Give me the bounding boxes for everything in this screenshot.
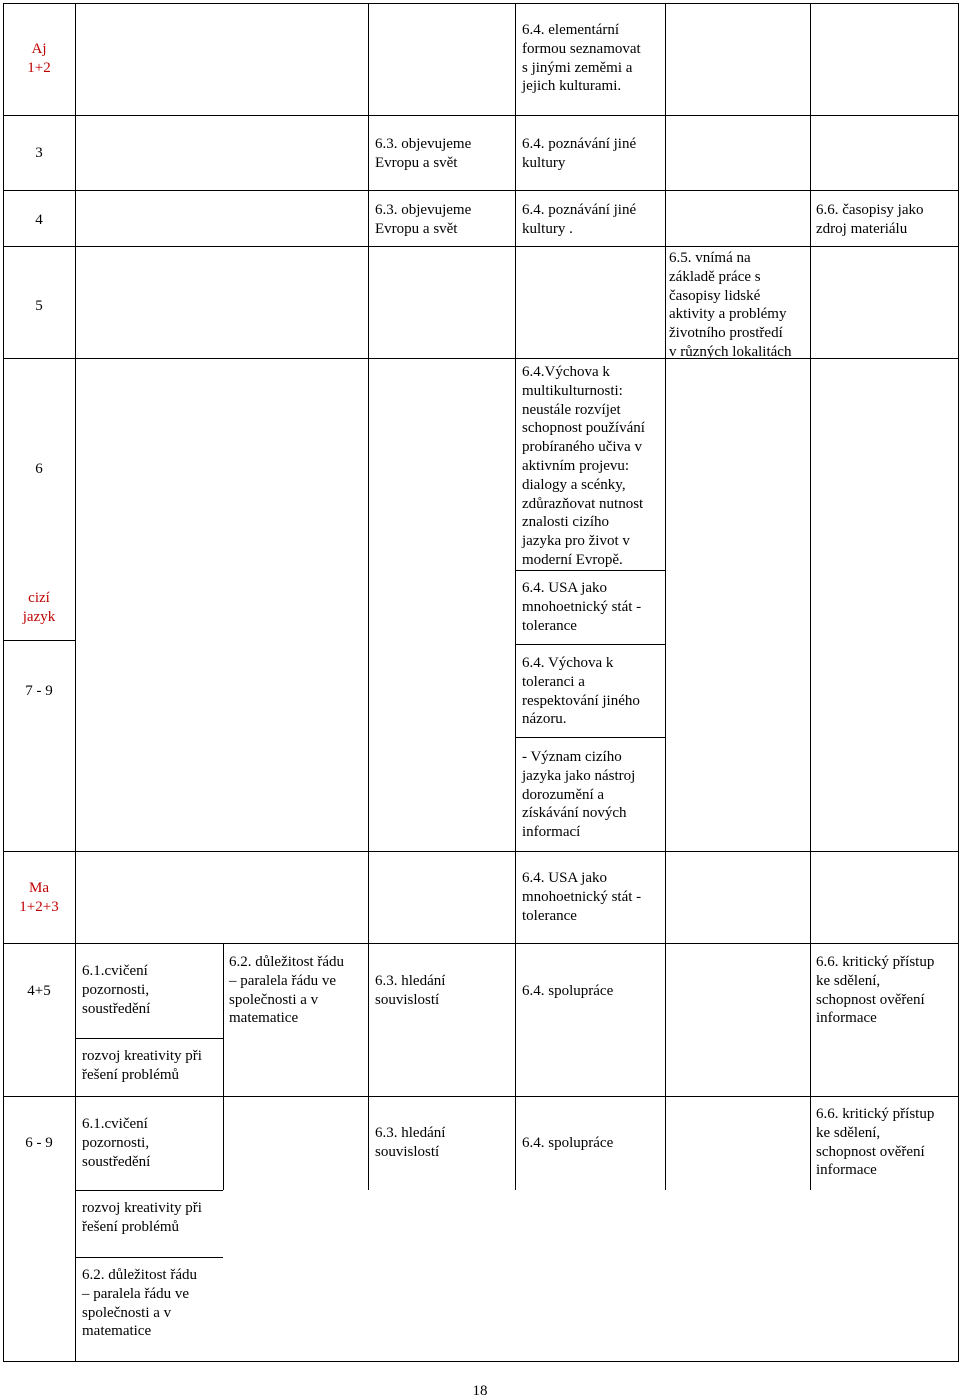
row-border	[3, 358, 958, 359]
column-border	[515, 3, 516, 1190]
row-border	[75, 1257, 223, 1258]
column-border	[368, 3, 369, 851]
cell-69-kreativita: rozvoj kreativity při řešení problémů	[82, 1200, 202, 1235]
column-border	[810, 3, 811, 1190]
cell-69-kriticky-pristup: 6.6. kritický přístup ke sdělení, schopnost ověření informace	[816, 1106, 935, 1179]
row-border	[3, 1096, 958, 1097]
row-label-ma: Ma 1+2+3	[19, 880, 59, 915]
cell-4-poznavani: 6.4. poznávání jiné kultury .	[522, 202, 637, 237]
column-border	[958, 3, 959, 1362]
column-border	[368, 943, 369, 1096]
cell-vychova-toleranci: 6.4. Výchova k toleranci a respektování jiného názoru.	[522, 655, 640, 728]
cell-69-hledani: 6.3. hledání souvislostí	[375, 1125, 446, 1160]
row-border	[515, 644, 665, 645]
page-number: 18	[472, 1383, 488, 1399]
row-border	[515, 737, 665, 738]
cell-45-cviceni: 6.1.cvičení pozornosti, soustředění	[82, 963, 151, 1017]
cell-45-dulezitost-radu: 6.2. důležitost řádu – paralela řádu ve společnosti a v matematice	[229, 954, 344, 1027]
row-border	[3, 190, 958, 191]
row-label-6: 6	[35, 461, 43, 477]
row-label-cizi-jazyk: cizí jazyk	[22, 590, 56, 625]
row-label-7-9: 7 - 9	[25, 683, 53, 699]
row-border	[75, 1038, 223, 1039]
cell-69-cviceni: 6.1.cvičení pozornosti, soustředění	[82, 1116, 151, 1170]
cell-69-spoluprace: 6.4. spolupráce	[522, 1135, 614, 1151]
row-border	[3, 246, 958, 247]
column-border	[368, 851, 369, 943]
row-label-aj: Aj 1+2	[27, 41, 51, 76]
row-label-3: 3	[35, 145, 43, 161]
cell-4-casopisy: 6.6. časopisy jako zdroj materiálu	[816, 202, 924, 237]
row-border	[3, 640, 75, 641]
row-border	[75, 1190, 223, 1191]
row-label-4-5: 4+5	[27, 983, 51, 999]
row-border	[3, 115, 958, 116]
row-border	[3, 943, 958, 944]
cell-vychova-multikulturnosti: 6.4.Výchova k multikulturnosti: neustále rozvíjet schopnost používání probíraného učiva v aktivním projevu: dialogy a scénky, zdůrazňovat nutnost znalosti cizího jazyka pro život v moderní Evropě.	[522, 364, 645, 568]
column-border	[223, 1096, 224, 1190]
column-border	[75, 3, 76, 1362]
row-label-6-9: 6 - 9	[25, 1135, 53, 1151]
cell-vnima: 6.5. vnímá na základě práce s časopisy lidské aktivity a problémy životního prostředí v různých lokalitách	[669, 250, 792, 360]
row-border	[3, 1361, 958, 1362]
cell-45-hledani: 6.3. hledání souvislostí	[375, 973, 446, 1008]
column-border	[665, 3, 666, 1190]
cell-aj-elementarni: 6.4. elementární formou seznamovat s jinými zeměmi a jejich kulturami.	[522, 22, 641, 95]
cell-45-kriticky-pristup: 6.6. kritický přístup ke sdělení, schopnost ověření informace	[816, 954, 935, 1027]
cell-45-spoluprace: 6.4. spolupráce	[522, 983, 614, 999]
cell-45-kreativita: rozvoj kreativity při řešení problémů	[82, 1048, 202, 1083]
column-border	[368, 1096, 369, 1190]
row-border	[3, 851, 958, 852]
cell-3-objevujeme: 6.3. objevujeme Evropu a svět	[375, 136, 472, 171]
row-border	[515, 570, 665, 571]
cell-ma-usa-jako: 6.4. USA jako mnohoetnický stát - tolerance	[522, 870, 642, 924]
cell-3-poznavani: 6.4. poznávání jiné kultury	[522, 136, 637, 171]
cell-vyznam-ciziho-jazyka: - Význam cizího jazyka jako nástroj dorozumění a získávání nových informací	[522, 749, 636, 841]
cell-usa-jako: 6.4. USA jako mnohoetnický stát - tolerance	[522, 580, 642, 634]
column-border	[223, 943, 224, 1096]
cell-69-dulezitost-radu: 6.2. důležitost řádu – paralela řádu ve společnosti a v matematice	[82, 1267, 197, 1340]
row-label-5: 5	[35, 298, 43, 314]
row-border	[3, 3, 958, 4]
cell-4-objevujeme: 6.3. objevujeme Evropu a svět	[375, 202, 472, 237]
row-label-4: 4	[35, 212, 43, 228]
